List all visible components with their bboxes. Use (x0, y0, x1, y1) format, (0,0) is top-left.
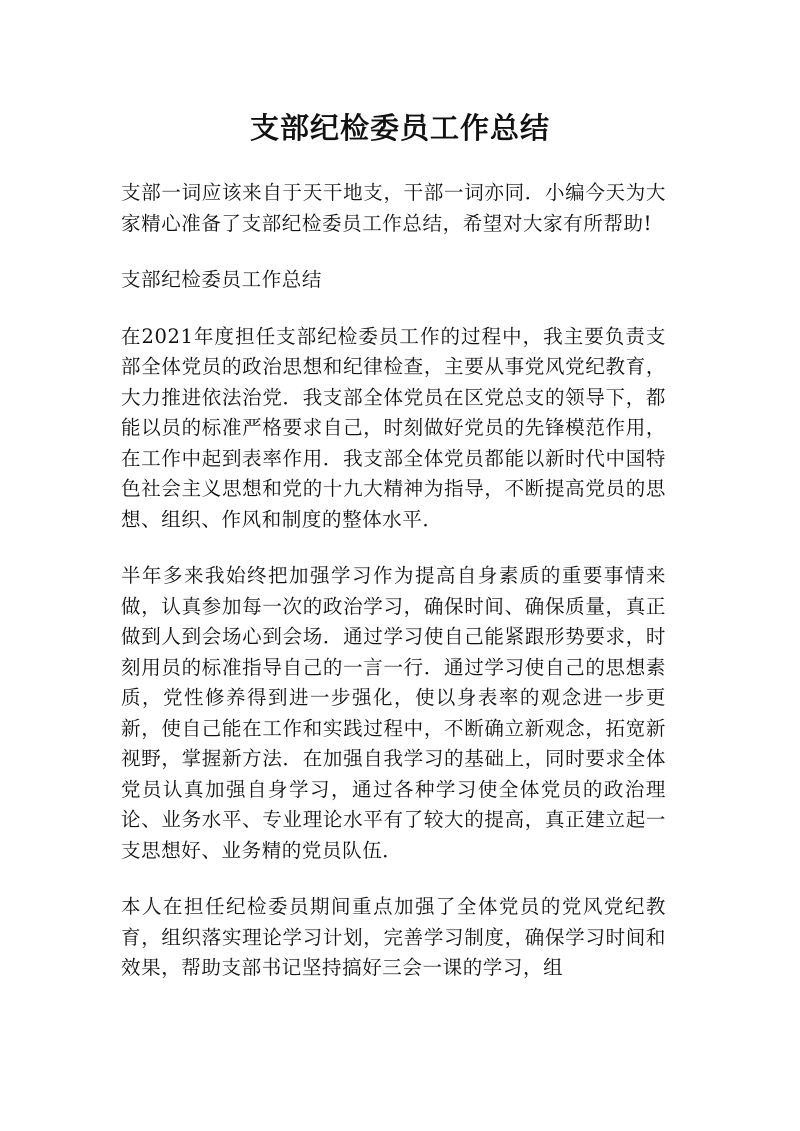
body-paragraph: 本人在担任纪检委员期间重点加强了全体党员的党风党纪教育，组织落实理论学习计划，完善学习制度，确保学习时间和效果，帮助支部书记坚持搞好三会一课的学习，组 (121, 895, 666, 979)
intro-paragraph: 支部一词应该来自于天干地支，干部一词亦同．小编今天为大家精心准备了支部纪检委员工作总结，希望对大家有所帮助! (121, 181, 666, 235)
body-paragraph: 半年多来我始终把加强学习作为提高自身素质的重要事情来做，认真参加每一次的政治学习，确保时间、确保质量，真正做到人到会场心到会场．通过学习使自己能紧跟形势要求，时刻用员的标准指导自己的一言一行．通过学习使自己的思想素质，党性修养得到进一步强化，使以身表率的观念进一步更新，使自己能在工作和实践过程中，不断确立新观念，拓宽新视野，掌握新方法．在加强自我学习的基础上，同时要求全体党员认真加强自身学习，通过各种学习使全体党员的政治理论、业务水平、专业理论水平有了较大的提高，真正建立起一支思想好、业务精的党员队伍． (121, 564, 666, 862)
page-title: 支部纪检委员工作总结 (249, 111, 550, 145)
document-body (121, 178, 666, 1010)
body-paragraph: 在2021年度担任支部纪检委员工作的过程中，我主要负责支部全体党员的政治思想和纪律检查，主要从事党风党纪教育，大力推进依法治党．我支部全体党员在区党总支的领导下，都能以员的标准严格要求自己，时刻做好党员的先锋模范作用，在工作中起到表率作用．我支部全体党员都能以新时代中国特色社会主义思想和党的十九大精神为指导，不断提高党员的思想、组织、作风和制度的整体水平． (121, 324, 666, 531)
section-heading: 支部纪检委员工作总结 (121, 268, 323, 291)
